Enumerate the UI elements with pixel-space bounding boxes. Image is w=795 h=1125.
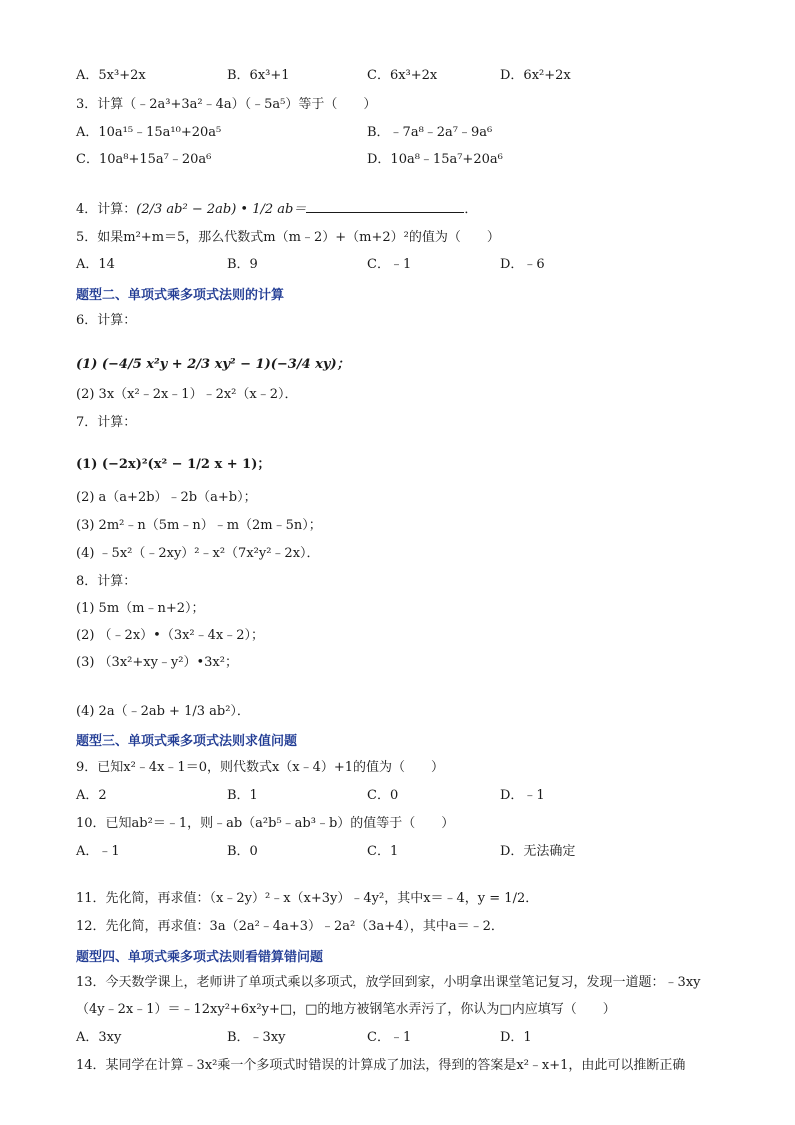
- q10-stem: 10．已知ab²＝﹣1，则﹣ab（a²b⁵﹣ab³﹣b）的值等于（ ）: [76, 816, 455, 831]
- q5-stem: 5．如果m²+m＝5，那么代数式m（m﹣2）+（m+2）²的值为（ ）: [76, 230, 500, 245]
- q7-part-4: (4) ﹣5x²（﹣2xy）²﹣x²（7x²y²﹣2x）．: [76, 546, 320, 561]
- q4-prefix: 4．计算：: [76, 202, 137, 217]
- q9-option-a: A．2: [76, 788, 107, 803]
- q3-option-a: A．10a¹⁵﹣15a¹⁰+20a⁵: [76, 125, 222, 140]
- q13-option-c: C．﹣1: [367, 1030, 412, 1045]
- q2-option-d: D．6x²+2x: [500, 68, 571, 83]
- q5-option-a: A．14: [76, 257, 115, 272]
- section-heading-2: 题型二、单项式乘多项式法则的计算: [76, 288, 285, 303]
- q3-option-c: C．10a⁸+15a⁷﹣20a⁶: [76, 152, 212, 167]
- q14-line-1: 14．某同学在计算﹣3x²乘一个多项式时错误的计算成了加法，得到的答案是x²﹣x+1，由此可以推断正确: [76, 1058, 686, 1073]
- q7-part-2: (2) a（a+2b）﹣2b（a+b）；: [76, 490, 257, 505]
- q9-option-d: D．﹣1: [500, 788, 545, 803]
- q13-option-a: A．3xy: [76, 1030, 122, 1045]
- section-heading-3: 题型三、单项式乘多项式法则求值问题: [76, 734, 298, 749]
- q3-option-b: B．﹣7a⁸﹣2a⁷﹣9a⁶: [367, 125, 493, 140]
- q10-option-c: C．1: [367, 844, 399, 859]
- q12-stem: 12．先化简，再求值：3a（2a²﹣4a+3）﹣2a²（3a+4），其中a＝﹣2．: [76, 919, 504, 934]
- q10-option-d: D．无法确定: [500, 844, 576, 859]
- q7-stem: 7．计算：: [76, 415, 137, 430]
- section-heading-4: 题型四、单项式乘多项式法则看错算错问题: [76, 950, 324, 965]
- q8-stem: 8．计算：: [76, 574, 137, 589]
- q5-option-c: C．﹣1: [367, 257, 412, 272]
- q4-line: [76, 200, 477, 219]
- q2-option-c: C．6x³+2x: [367, 68, 438, 83]
- q6-stem: 6．计算：: [76, 313, 137, 328]
- q4-answer-blank[interactable]: [306, 200, 464, 213]
- q10-option-b: B．0: [227, 844, 258, 859]
- q5-option-d: D．﹣6: [500, 257, 545, 272]
- q3-stem: 3．计算（﹣2a³+3a²﹣4a）（﹣5a⁵）等于（ ）: [76, 97, 377, 112]
- q3-option-d: D．10a⁸﹣15a⁷+20a⁶: [367, 152, 503, 167]
- q4-suffix: ．: [464, 202, 478, 217]
- q2-option-b: B．6x³+1: [227, 68, 290, 83]
- q7-part-1: (1) (−2x)²(x² − 1/2 x + 1)；: [76, 457, 271, 472]
- q9-stem: 9．已知x²﹣4x﹣1＝0，则代数式x（x﹣4）+1的值为（ ）: [76, 760, 445, 775]
- q7-part-3: (3) 2m²﹣n（5m﹣n）﹣m（2m﹣5n）；: [76, 518, 322, 533]
- q6-part-1: (1) (−4/5 x²y + 2/3 xy² − 1)(−3/4 xy)；: [76, 357, 350, 372]
- q13-option-b: B．﹣3xy: [227, 1030, 286, 1045]
- q2-option-a: A．5x³+2x: [76, 68, 146, 83]
- q4-expression: (2/3 ab² − 2ab) • 1/2 ab＝: [136, 202, 307, 217]
- q8-part-2: (2) （﹣2x）•（3x²﹣4x﹣2）；: [76, 628, 265, 643]
- q13-option-d: D．1: [500, 1030, 532, 1045]
- q9-option-b: B．1: [227, 788, 258, 803]
- q8-part-1: (1) 5m（m﹣n+2）；: [76, 601, 205, 616]
- q13-line-2: （4y﹣2x﹣1）＝﹣12xy²+6x²y+□，□的地方被钢笔水弄污了，你认为□内应填写（ ）: [76, 1002, 616, 1017]
- q6-part-2: (2) 3x（x²﹣2x﹣1）﹣2x²（x﹣2）．: [76, 387, 298, 402]
- q11-stem: 11．先化简，再求值：（x﹣2y）²﹣x（x+3y）﹣4y²，其中x＝﹣4，y = 1/2．: [76, 891, 539, 906]
- q10-option-a: A．﹣1: [76, 844, 120, 859]
- q9-option-c: C．0: [367, 788, 399, 803]
- q5-option-b: B．9: [227, 257, 258, 272]
- q8-part-4: (4) 2a（﹣2ab + 1/3 ab²）．: [76, 704, 250, 719]
- q13-line-1: 13．今天数学课上，老师讲了单项式乘以多项式，放学回到家，小明拿出课堂笔记复习，发现一道题：﹣3xy: [76, 975, 701, 990]
- q8-part-3: (3) （3x²+xy﹣y²）•3x²；: [76, 655, 238, 670]
